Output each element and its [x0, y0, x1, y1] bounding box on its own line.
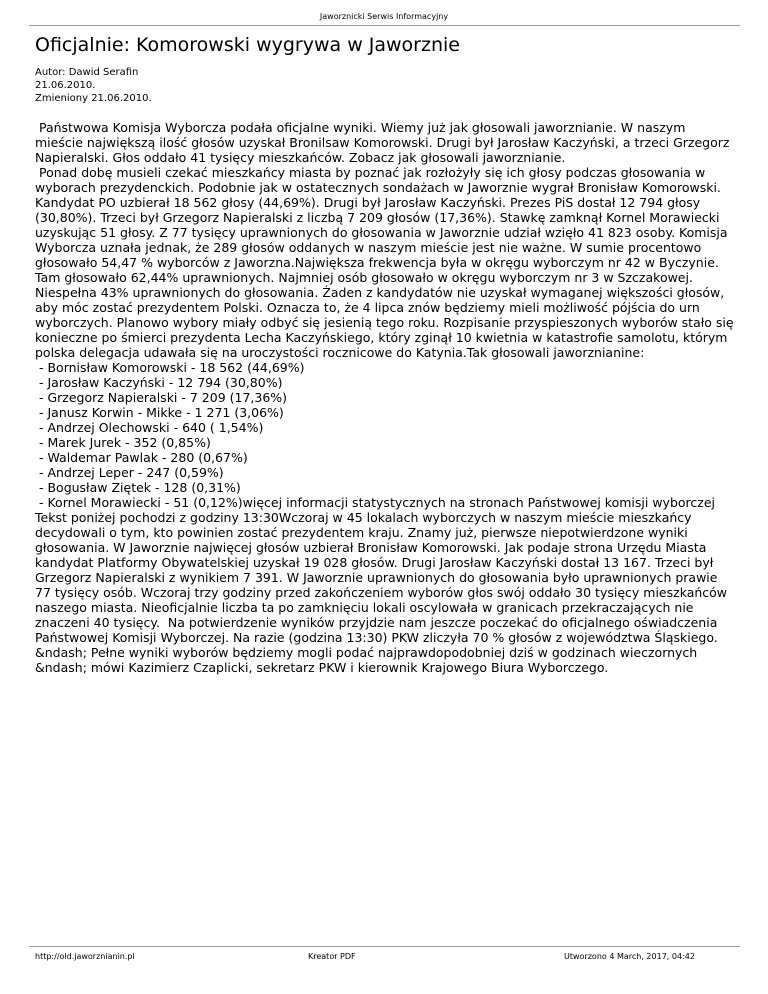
- article-body: Państwowa Komisja Wyborcza podała oficjalne wyniki. Wiemy już jak głosowali jaworznianie. W naszym mieście największą ilość głosów uzyskał Bronilsaw Komorowski. Drugi był Jarosław Kaczyński, a trzeci Grzegorz Napieralski. Głos oddało 41 tysięcy mieszkańców. Zobacz jak głosowali jaworznianie. Ponad dobę musieli czekać mieszkańcy miasta by poznać jak rozłożyły się ich głosy podczas głosowania w wyborach prezydenckich. Podobnie jak w ostatecznych sondażach w Jaworznie wygrał Bronisław Komorowski. Kandydat PO uzbierał 18 562 głosy (44,69%). Drugi był Jarosław Kaczyński. Prezes PiS dostał 12 794 głosy (30,80%). Trzeci był Grzegorz Napieralski z liczbą 7 209 głosów (17,36%). Stawkę zamknął Kornel Morawiecki uzyskując 51 głosy. Z 77 tysięcy uprawnionych do głosowania w Jaworznie udział wzięło 41 823 osoby. Komisja Wyborcza uznała jednak, że 289 głosów oddanych w naszym mieście jest nie ważne. W sumie procentowo głosowało 54,47 % wyborców z Jaworzna.Największa frekwencja była w okręgu wyborczym nr 42 w Byczynie. Tam głosowało 62,44% uprawnionych. Najmniej osób głosowało w okręgu wyborczym nr 3 w Szczakowej. Niespełna 43% uprawnionych do głosowania. Żaden z kandydatów nie uzyskał wymaganej większości głosów, aby móc zostać prezydentem Polski. Oznacza to, że 4 lipca znów będziemy mieli możliwość pójścia do urn wyborczych. Planowo wybory miały odbyć się jesienią tego roku. Rozpisanie przyspieszonych wyborów stało się konieczne po śmierci prezydenta Lecha Kaczyńskiego, który zginął 10 kwietnia w katastrofie samolotu, którym polska delegacja udawała się na uroczystości rocznicowe do Katynia.Tak głosowali jaworznianine: - Bornisław Komorowski - 18 562 (44,69%) - Jarosław Kaczyński - 12 794 (30,80%) - Grzegorz Napieralski - 7 209 (17,36%) - Janusz Korwin - Mikke - 1 271 (3,06%) - Andrzej Olechowski - 640 ( 1,54%) - Marek Jurek - 352 (0,85%) - Waldemar Pawlak - 280 (0,67%) - Andrzej Leper - 247 (0,59%) - Bogusław Ziętek - 128 (0,31%) - Kornel Morawiecki - 51 (0,12%)więcej informacji statystycznych na stronach Państwowej komisji wyborczej Tekst poniżej pochodzi z godziny 13:30Wczoraj w 45 lokalach wyborczych w naszym mieście mieszkańcy decydowali o tym, kto powinien zostać prezydentem kraju. Znamy już, pierwsze niepotwierdzone wyniki głosowania. W Jaworznie najwięcej głosów uzbierał Bronisław Komorowski. Jak podaje strona Urzędu Miasta kandydat Platformy Obywatelskiej uzyskał 19 028 głosów. Drugi Jarosław Kaczyński dostał 13 167. Trzeci był Grzegorz Napieralski z wynikiem 7 391. W Jaworznie uprawnionych do głosowania było uprawnionych prawie 77 tysięcy osób. Wczoraj trzy godziny przed zakończeniem wyborów głos swój oddało 30 tysięcy mieszkańców naszego miasta. Nieoficjalnie liczba ta po zamknięciu lokali oscylowała w granicach przekraczających nie znaczeni 40 tysięcy. Na potwierdzenie wyników przyjdzie nam jeszcze poczekać do oficjalnego oświadczenia Państwowej Komisji Wyborczej. Na razie (godzina 13:30) PKW zliczyła 70 % głosów z województwa Śląskiego. &ndash; Pełne wyniki wyborów będziemy mogli podać najprawdopodobniej dziś w godzinach wieczornych &ndash; mówi Kazimierz Czaplicki, sekretarz PKW i kierownik Krajowego Biura Wyborczego.: [35, 120, 734, 675]
- author-line: Autor: Dawid Serafin: [35, 67, 139, 78]
- article-title: Oficjalnie: Komorowski wygrywa w Jaworznie: [35, 34, 460, 56]
- modified-date: Zmieniony 21.06.2010.: [35, 93, 152, 104]
- header-divider: [29, 25, 740, 26]
- footer-url[interactable]: http://old.jaworznianin.pl: [35, 952, 135, 961]
- footer-created: Utworzono 4 March, 2017, 04:42: [564, 952, 695, 961]
- footer-divider: [29, 946, 740, 947]
- footer-generator: Kreator PDF: [308, 952, 356, 961]
- page-header: Jaworznicki Serwis Informacyjny: [319, 12, 449, 21]
- article-meta: [35, 66, 152, 105]
- publish-date: 21.06.2010.: [35, 80, 96, 91]
